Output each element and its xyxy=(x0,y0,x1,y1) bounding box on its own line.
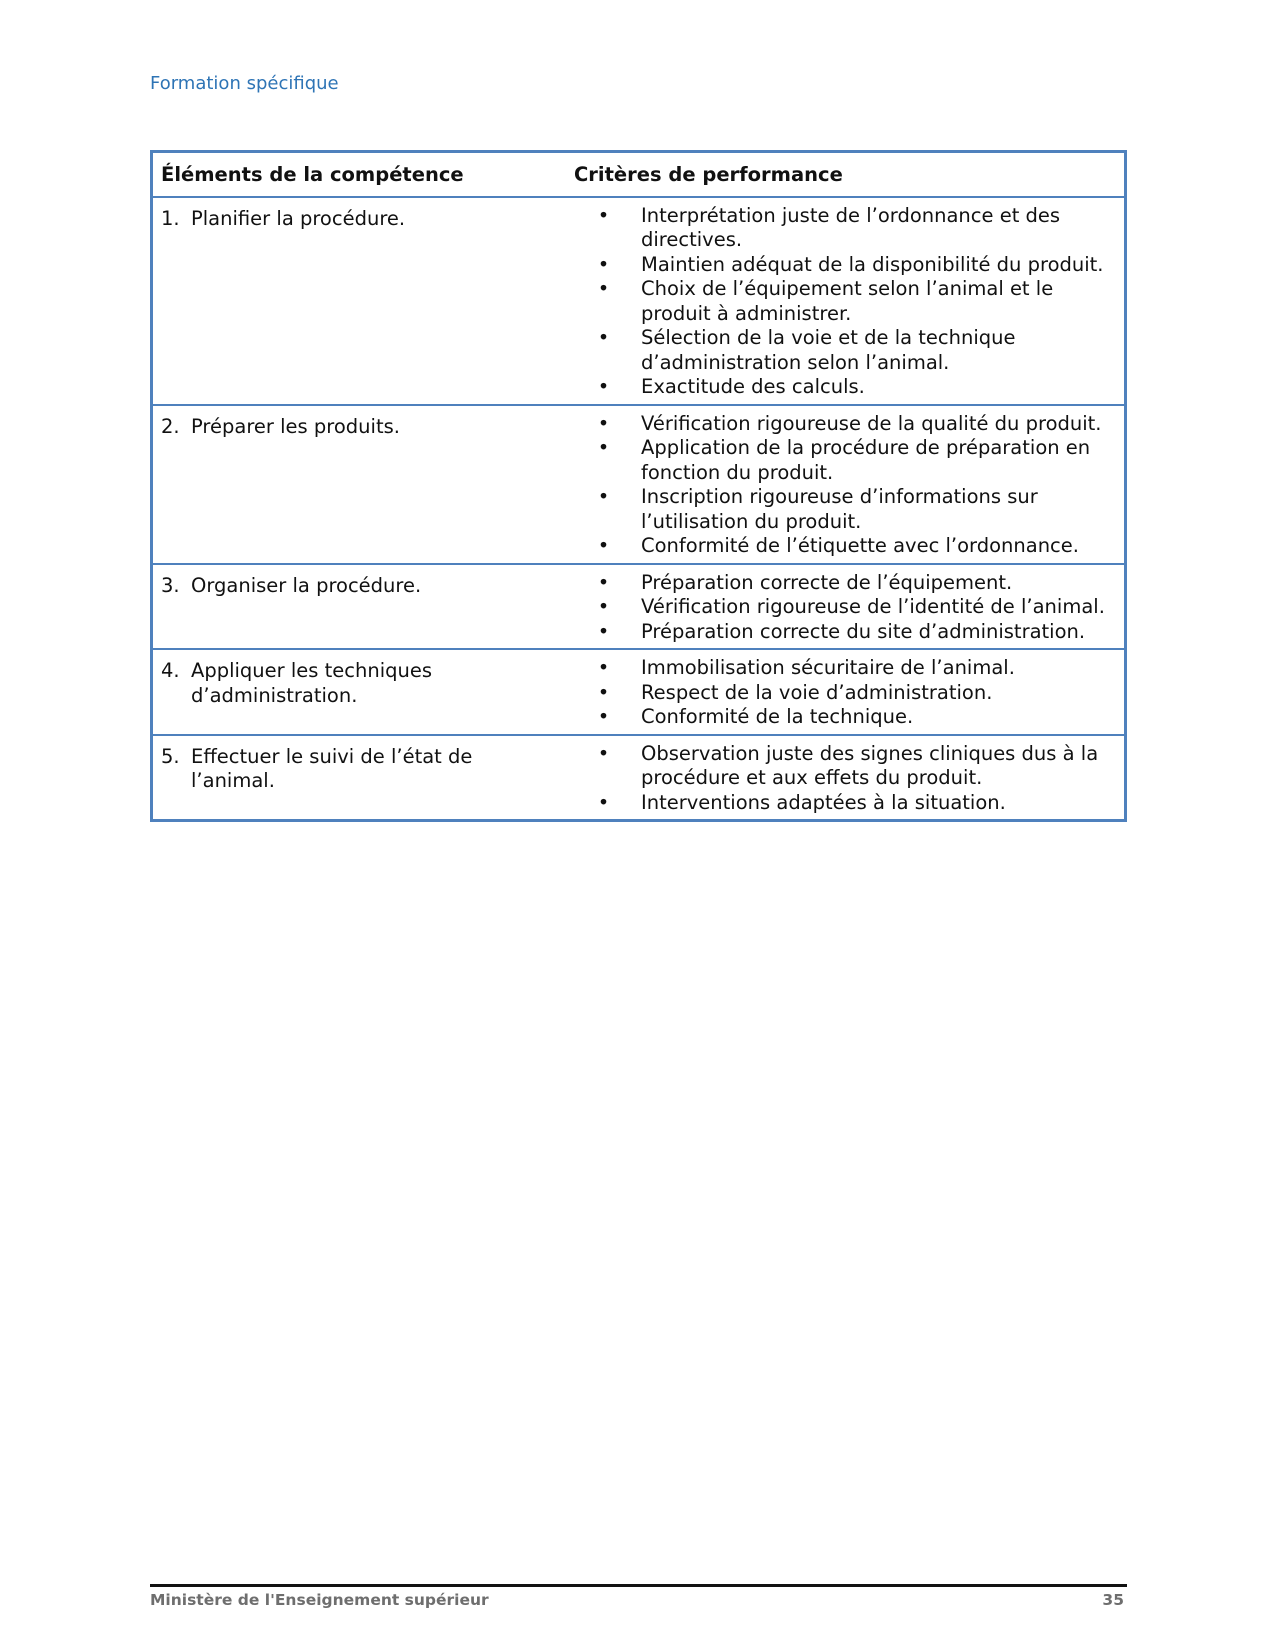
criteria-text: Respect de la voie d’administration. xyxy=(641,680,993,704)
element-text: Planifier la procédure. xyxy=(191,206,406,230)
bullet-icon: • xyxy=(597,326,610,349)
element-cell xyxy=(153,649,566,735)
criteria-item xyxy=(566,681,1106,706)
element-text: Préparer les produits. xyxy=(191,414,400,438)
criteria-text: Interprétation juste de l’ordonnance et des directives. xyxy=(641,203,1061,251)
criteria-text: Préparation correcte de l’équipement. xyxy=(641,570,1013,594)
criteria-cell xyxy=(566,197,1124,405)
bullet-icon: • xyxy=(597,790,610,814)
criteria-item xyxy=(566,534,1106,559)
criteria-text: Vérification rigoureuse de l’identité de l’animal. xyxy=(641,595,1105,618)
element-number: 5. xyxy=(161,744,180,768)
bullet-icon: • xyxy=(597,595,610,618)
criteria-text: Choix de l’équipement selon l’animal et le produit à administrer. xyxy=(641,277,1054,325)
criteria-item xyxy=(566,656,1106,681)
element-cell xyxy=(153,735,566,820)
column-header-elements: Éléments de la compétence xyxy=(161,163,464,186)
column-header-criteria: Critères de performance xyxy=(574,163,843,186)
criteria-item xyxy=(566,620,1106,645)
bullet-icon: • xyxy=(597,277,610,300)
element-text: Organiser la procédure. xyxy=(191,573,422,597)
criteria-cell xyxy=(566,564,1124,650)
criteria-text: Observation juste des signes cliniques dus à la procédure et aux effets du produit. xyxy=(641,741,1099,789)
criteria-list xyxy=(566,742,1106,816)
criteria-list xyxy=(566,412,1106,559)
criteria-item xyxy=(566,742,1106,791)
element-text: Appliquer les techniques d’administration. xyxy=(191,659,433,707)
criteria-text: Sélection de la voie et de la technique d’administration selon l’animal. xyxy=(641,326,1016,374)
bullet-icon: • xyxy=(597,436,610,459)
criteria-item xyxy=(566,705,1106,730)
bullet-icon: • xyxy=(597,741,610,765)
criteria-text: Vérification rigoureuse de la qualité du produit. xyxy=(641,411,1102,435)
criteria-text: Conformité de la technique. xyxy=(641,705,914,728)
criteria-item xyxy=(566,436,1106,485)
bullet-icon: • xyxy=(597,534,610,557)
criteria-list xyxy=(566,204,1106,400)
element-number: 1. xyxy=(161,206,180,230)
footer-rule xyxy=(150,1584,1127,1587)
table-row xyxy=(153,649,1124,735)
criteria-item xyxy=(566,485,1106,534)
criteria-text: Interventions adaptées à la situation. xyxy=(641,790,1006,814)
criteria-text: Inscription rigoureuse d’informations sur l’utilisation du produit. xyxy=(641,485,1038,533)
table-row xyxy=(153,197,1124,405)
bullet-icon: • xyxy=(597,485,610,508)
element-number: 4. xyxy=(161,659,180,682)
page-number: 35 xyxy=(1102,1591,1124,1609)
bullet-icon: • xyxy=(597,375,610,398)
table-row xyxy=(153,735,1124,820)
criteria-cell xyxy=(566,649,1124,735)
element-cell xyxy=(153,405,566,564)
criteria-text: Application de la procédure de préparation en fonction du produit. xyxy=(641,436,1091,484)
element-cell xyxy=(153,197,566,405)
criteria-item xyxy=(566,204,1106,253)
criteria-text: Immobilisation sécuritaire de l’animal. xyxy=(641,656,1015,679)
criteria-item xyxy=(566,595,1106,620)
footer-ministry: Ministère de l'Enseignement supérieur xyxy=(150,1591,489,1609)
criteria-item xyxy=(566,571,1106,596)
criteria-list xyxy=(566,656,1106,730)
bullet-icon: • xyxy=(597,203,610,227)
criteria-text: Maintien adéquat de la disponibilité du produit. xyxy=(641,252,1104,276)
bullet-icon: • xyxy=(597,252,610,276)
element-number: 2. xyxy=(161,414,180,438)
element-number: 3. xyxy=(161,573,180,597)
bullet-icon: • xyxy=(597,680,610,704)
criteria-item xyxy=(566,412,1106,437)
criteria-text: Exactitude des calculs. xyxy=(641,375,865,398)
criteria-cell xyxy=(566,735,1124,820)
page-header-title: Formation spécifique xyxy=(150,73,339,94)
criteria-item xyxy=(566,375,1106,400)
bullet-icon: • xyxy=(597,619,610,643)
bullet-icon: • xyxy=(597,656,610,679)
criteria-item xyxy=(566,253,1106,278)
table-row xyxy=(153,564,1124,650)
criteria-text: Préparation correcte du site d’administration. xyxy=(641,619,1086,643)
bullet-icon: • xyxy=(597,705,610,728)
criteria-text: Conformité de l’étiquette avec l’ordonnance. xyxy=(641,534,1079,557)
competence-table xyxy=(150,150,1127,822)
bullet-icon: • xyxy=(597,411,610,435)
element-text: Effectuer le suivi de l’état de l’animal. xyxy=(191,744,473,792)
table-body xyxy=(153,197,1124,820)
bullet-icon: • xyxy=(597,570,610,594)
criteria-item xyxy=(566,277,1106,326)
criteria-item xyxy=(566,791,1106,816)
criteria-cell xyxy=(566,405,1124,564)
element-cell xyxy=(153,564,566,650)
criteria-item xyxy=(566,326,1106,375)
criteria-list xyxy=(566,571,1106,645)
table-row xyxy=(153,405,1124,564)
